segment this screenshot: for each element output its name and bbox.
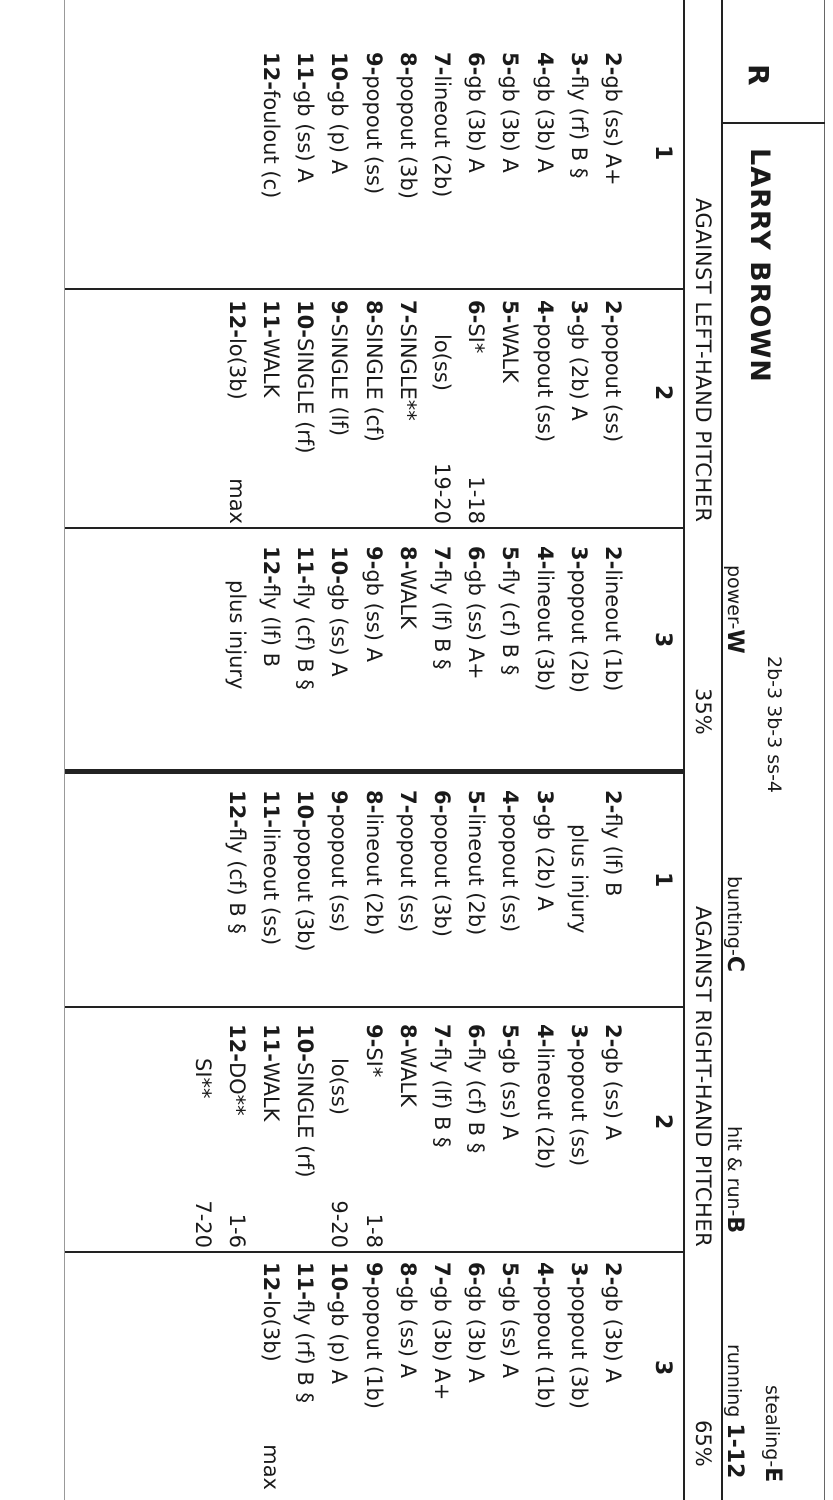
result-range: 7-20 [190,1200,215,1248]
result-text: SINGLE (lf) [327,323,352,437]
result-text: WALK [498,323,523,383]
result-text: gb (3b) A [464,1285,489,1383]
dice-roll-number: 9- [361,546,386,570]
result-row [220,300,254,524]
dice-roll-number: 6- [464,1262,489,1286]
result-text: gb (3b) A+ [430,1285,455,1401]
result-row [527,1262,561,1490]
result-row [425,790,459,1004]
dice-roll-number: 7- [395,790,420,814]
dice-roll-number: 4- [532,1262,557,1286]
result-text: SINGLE (rf) [293,1061,318,1178]
col-divider-r1 [65,1006,685,1008]
result-row [596,546,630,766]
result-text: lineout (3b) [532,569,557,692]
result-row [493,1262,527,1490]
result-range: max [259,1444,284,1490]
dice-roll-number: 9- [361,1024,386,1048]
dice-roll-number: 8- [395,1024,420,1048]
result-text: plus injury [224,580,249,690]
dice-roll-number: 4- [532,546,557,570]
dice-roll-number: 6- [430,790,455,814]
result-text: gb (ss) A+ [464,569,489,680]
result-text: WALK [395,1047,420,1107]
result-row [493,546,527,766]
result-text: SINGLE (cf) [361,323,386,442]
dice-roll-number: 3- [566,52,591,76]
left-col1-results [254,52,630,286]
result-row [391,52,425,286]
result-text: gb (p) A [327,89,352,175]
result-text: popout (ss) [532,323,557,443]
result-text: lineout (2b) [464,813,489,936]
result-text: lineout (2b) [361,813,386,936]
running-value: 1-12 [722,1423,747,1479]
dice-roll-number: 10- [293,790,318,828]
result-text: popout (3b) [566,1285,591,1409]
dice-roll-number: 5- [498,1024,523,1048]
col-divider-l1 [65,288,685,290]
result-range: 1-18 [464,476,489,524]
result-text: SINGLE (rf) [293,337,318,454]
result-row [527,1024,561,1248]
result-row [288,790,322,1004]
result-text: fly (rf) B § [293,1299,318,1403]
player-name: LARRY BROWN [744,148,775,383]
result-text: gb (3b) A [464,75,489,173]
right-col1-results [220,790,630,1004]
result-row [425,1262,459,1490]
dice-roll-number: 2- [601,1024,625,1048]
dice-roll-number: 7- [430,1024,455,1048]
result-row [459,1024,493,1248]
result-row [254,1024,288,1248]
right-col2-results [186,1024,630,1248]
result-text: gb (3b) A [532,75,557,173]
dice-roll-number: 12- [259,1262,284,1300]
result-text: gb (2b) A [532,813,557,911]
left-edge-rule [824,0,825,1500]
stealing-value: E [760,1467,785,1483]
result-text: SI** [190,1058,215,1099]
result-row [459,52,493,286]
result-text: popout (ss) [566,1047,591,1167]
result-text: gb (ss) A [361,569,386,662]
running-rating [722,1344,747,1478]
result-text: gb (ss) A [498,1285,523,1378]
result-text: fly (cf) B § [224,827,249,934]
result-row [220,1024,254,1248]
result-text: gb (ss) A [293,89,318,183]
result-text: popout (1b) [532,1285,557,1409]
result-text: lineout (1b) [601,569,625,692]
result-row [220,546,254,766]
result-row [322,52,356,286]
result-text: SI* [464,323,489,354]
dice-roll-number: 11- [259,1024,284,1062]
dice-roll-number: 7- [430,546,455,570]
dice-roll-number: 3- [566,300,591,324]
result-row [596,1024,630,1248]
right-col3-header: 3 [650,1360,675,1376]
left-col3-header: 3 [650,632,675,648]
result-text: gb (p) A [327,1299,352,1385]
dice-roll-number: 11- [259,790,284,828]
result-text: DO** [224,1061,249,1116]
power-rating [722,565,747,654]
result-text: popout (3b) [395,75,420,199]
result-text: fly (lf) B § [430,569,455,670]
result-row [186,1024,220,1248]
dice-roll-number: 2- [601,300,625,324]
left-pitcher-title: AGAINST LEFT-HAND PITCHER [691,198,715,523]
dice-roll-number: 11- [293,546,318,584]
result-row [220,790,254,1004]
result-text: plus injury [566,824,591,934]
result-row [459,1262,493,1490]
result-row [527,300,561,524]
result-row [596,52,630,286]
result-row [562,52,596,286]
dice-roll-number: 4- [532,1024,557,1048]
result-row [322,790,356,1004]
dice-roll-number: 12- [224,790,249,828]
left-col2-results [220,300,630,524]
result-text: popout (3b) [293,827,318,952]
dice-roll-number: 5- [498,546,523,570]
result-range: 9-20 [327,1200,352,1248]
result-text: popout (ss) [498,813,523,933]
result-row [391,790,425,1004]
result-row [254,52,288,286]
result-text: fly (cf) B § [498,569,523,676]
dice-roll-number: 9- [327,300,352,324]
result-row [425,52,459,286]
result-text: lo(3b) [224,337,249,400]
hitrun-rating [722,1126,747,1233]
left-pct: 35% [691,688,715,735]
result-row [391,1024,425,1248]
hitrun-value: B [722,1216,747,1234]
result-text: popout (2b) [566,569,591,693]
result-text: gb (ss) A [498,1047,523,1140]
result-row [459,300,493,524]
result-row [562,1262,596,1490]
result-row [391,1262,425,1490]
result-row [254,790,288,1004]
result-row [357,1024,391,1248]
result-text: gb (ss) A [327,583,352,677]
dice-roll-number: 5- [498,300,523,324]
result-range: 1-6 [224,1213,249,1248]
left-right-divider [65,769,685,774]
result-text: lo(3b) [259,1299,284,1362]
result-range: max [224,478,249,524]
result-text: fly (lf) B § [430,1047,455,1148]
dice-roll-number: 7- [395,300,420,324]
dice-roll-number: 8- [395,1262,420,1286]
dice-roll-number: 12- [259,546,284,584]
result-row [527,790,561,1004]
result-text: WALK [259,1061,284,1122]
result-row [493,300,527,524]
result-text: fly (cf) B § [293,583,318,690]
power-label: power- [723,565,745,630]
result-text: fly (lf) B [259,583,284,667]
dice-roll-number: 8- [395,546,420,570]
right-pct: 65% [691,1420,715,1467]
result-text: popout (ss) [395,813,420,933]
bunting-rating [722,876,747,972]
result-row [527,546,561,766]
dice-roll-number: 4- [498,790,523,814]
dice-roll-number: 5- [498,1262,523,1286]
result-row [322,546,356,766]
result-row [322,1262,356,1490]
result-text: lineout (2b) [430,75,455,198]
result-row [493,52,527,286]
result-row [459,546,493,766]
result-row [527,52,561,286]
right-col2-header: 2 [650,1114,675,1130]
dice-roll-number: 8- [395,52,420,76]
dice-roll-number: 3- [566,546,591,570]
result-text: fly (rf) B § [566,75,591,179]
result-text: gb (2b) A [566,323,591,421]
dice-roll-number: 7- [430,1262,455,1286]
result-text: foulout (c) [259,89,284,199]
result-row [288,300,322,524]
dice-roll-number: 3- [566,1262,591,1286]
dice-roll-number: 2- [601,546,625,570]
result-row [322,1024,356,1248]
top-rule [721,0,723,1500]
result-row [254,300,288,524]
left-col1-header: 1 [650,145,675,161]
header-rule [683,0,685,1500]
result-text: WALK [259,337,284,398]
dice-roll-number: 6- [464,1024,489,1048]
fielding-ratings: 2b-3 3b-3 ss-4 [763,656,785,794]
name-divider [723,122,825,124]
result-row [562,300,596,524]
dice-roll-number: 3- [566,1024,591,1048]
result-row [562,546,596,766]
result-text: fly (lf) B [601,813,625,897]
result-row [391,300,425,524]
result-row [254,1262,288,1490]
dice-roll-number: 12- [224,300,249,338]
result-row [493,790,527,1004]
stealing-label: stealing- [761,1385,783,1468]
dice-roll-number: 9- [327,790,352,814]
result-row [357,1262,391,1490]
bunting-label: bunting- [723,876,745,956]
result-text: popout (ss) [327,813,352,933]
result-row [322,300,356,524]
right-pitcher-title: AGAINST RIGHT-HAND PITCHER [691,906,715,1248]
dice-roll-number: 12- [259,52,284,90]
dice-roll-number: 10- [327,546,352,584]
stealing-rating [760,1385,785,1482]
result-text: fly (cf) B § [464,1047,489,1154]
dice-roll-number: 9- [361,1262,386,1286]
dice-roll-number: 10- [293,300,318,338]
dice-roll-number: 7- [430,52,455,76]
dice-roll-number: 2- [601,790,625,814]
dice-roll-number: 2- [601,1262,625,1286]
result-text: popout (ss) [361,75,386,195]
dice-roll-number: 2- [601,52,625,76]
result-row [425,300,459,524]
dice-roll-number: 3- [532,790,557,814]
result-row [288,1262,322,1490]
result-row [357,790,391,1004]
left-col2-header: 2 [650,385,675,401]
result-row [425,546,459,766]
power-value: W [722,629,747,654]
result-row [596,1262,630,1490]
result-text: gb (ss) A+ [601,75,625,186]
result-row [391,546,425,766]
result-text: lo(ss) [430,334,455,391]
right-col1-header: 1 [650,872,675,888]
dice-roll-number: 10- [327,1262,352,1300]
dice-roll-number: 5- [498,52,523,76]
handedness-label: R [742,64,775,86]
right-col3-results [254,1262,630,1490]
dice-roll-number: 4- [532,300,557,324]
dice-roll-number: 10- [293,1024,318,1062]
result-text: gb (ss) A [601,1047,625,1140]
dice-roll-number: 4- [532,52,557,76]
dice-roll-number: 10- [327,52,352,90]
result-row [357,546,391,766]
result-row [288,546,322,766]
result-text: SI* [361,1047,386,1078]
result-text: gb (3b) A [601,1285,625,1383]
result-text: lineout (ss) [259,827,284,946]
bunting-value: C [722,955,747,972]
dice-roll-number: 6- [464,52,489,76]
result-text: WALK [395,569,420,629]
result-row [288,52,322,286]
dice-roll-number: 11- [293,1262,318,1300]
result-row [288,1024,322,1248]
col-divider-r2 [65,1251,685,1253]
bottom-rule [64,0,65,1500]
result-text: popout (ss) [601,323,625,443]
dice-roll-number: 6- [464,300,489,324]
result-row [425,1024,459,1248]
dice-roll-number: 8- [361,300,386,324]
result-row [596,790,630,1004]
result-text: SINGLE** [395,323,420,421]
result-row [254,546,288,766]
dice-roll-number: 9- [361,52,386,76]
result-row [562,790,596,1004]
dice-roll-number: 5- [464,790,489,814]
dice-roll-number: 11- [259,300,284,338]
result-text: gb (3b) A [498,75,523,173]
left-col3-results [220,546,630,766]
dice-roll-number: 12- [224,1024,249,1062]
running-label: running [723,1344,745,1418]
hitrun-label: hit & run- [723,1126,745,1217]
result-text: lineout (2b) [532,1047,557,1170]
result-range: 1-8 [361,1213,386,1248]
result-row [357,300,391,524]
result-text: lo(ss) [327,1058,352,1115]
result-text: gb (ss) A [395,1285,420,1378]
dice-roll-number: 8- [361,790,386,814]
result-text: popout (3b) [430,813,455,937]
result-row [562,1024,596,1248]
result-row [459,790,493,1004]
result-row [596,300,630,524]
result-text: popout (1b) [361,1285,386,1409]
result-row [493,1024,527,1248]
result-range: 19-20 [430,462,455,524]
result-row [357,52,391,286]
dice-roll-number: 11- [293,52,318,90]
dice-roll-number: 6- [464,546,489,570]
col-divider-l2 [65,527,685,529]
